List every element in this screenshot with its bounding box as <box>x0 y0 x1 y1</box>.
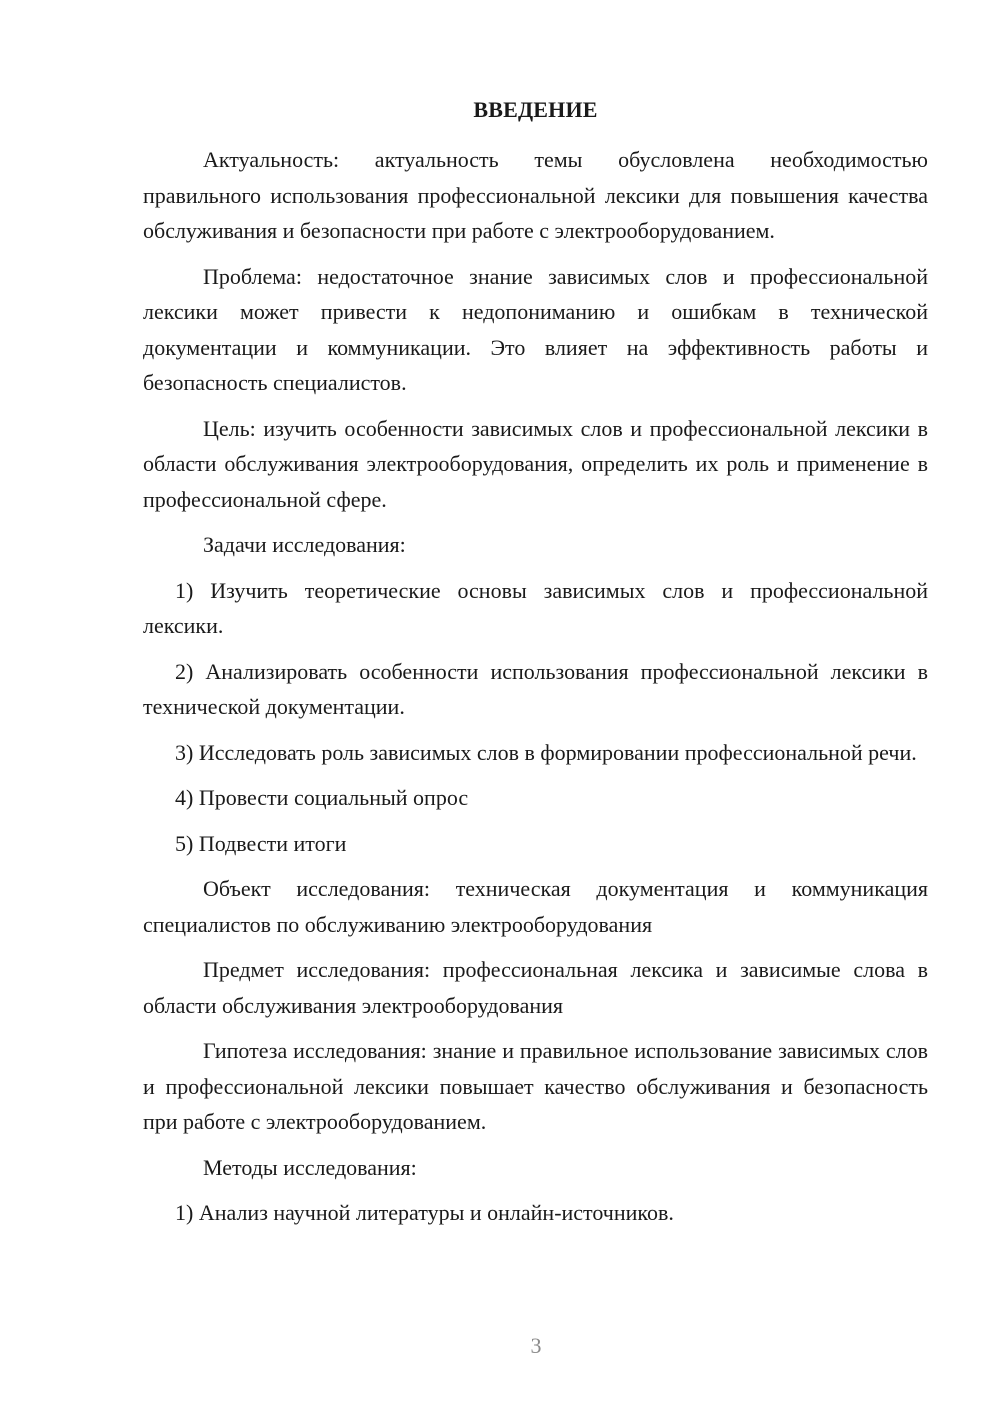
subject-paragraph: Предмет исследования: профессиональная лексика и зависимые слова в области обслуживания электрооборудования <box>143 957 928 1018</box>
method-item-1: 1) Анализ научной литературы и онлайн-источников. <box>175 1200 674 1225</box>
task-item-3: 3) Исследовать роль зависимых слов в формировании профессиональной речи. <box>175 739 917 765</box>
task-item-1: 1) Изучить теоретические основы зависимых слов и профессиональной лексики. <box>143 577 928 638</box>
page-title: ВВЕДЕНИЕ <box>473 97 598 122</box>
page-number: 3 <box>530 1333 542 1358</box>
task-item-4: 4) Провести социальный опрос <box>175 785 469 810</box>
task-item-2: 2) Анализировать особенности использования профессиональной лексики в технической документации. <box>143 658 928 719</box>
document-page <box>143 94 928 1241</box>
relevance-paragraph: Актуальность: актуальность темы обусловлена необходимостью правильного использования профессиональной лексики для повышения качества обслуживания и безопасности при работе с электрооборудованием. <box>143 147 928 243</box>
problem-paragraph: Проблема: недостаточное знание зависимых слов и профессиональной лексики может привести к недопониманию и ошибкам в технической документации и коммуникации. Это влияет на эффективность работы и безопасность специалистов. <box>143 263 928 395</box>
methods-heading: Методы исследования: <box>203 1154 417 1180</box>
goal-paragraph: Цель: изучить особенности зависимых слов и профессиональной лексики в области обслуживания электрооборудования, определить их роль и применение в профессиональной сфере. <box>143 415 928 512</box>
object-paragraph: Объект исследования: техническая документация и коммуникация специалистов по обслуживанию электрооборудования <box>143 876 928 937</box>
hypothesis-paragraph: Гипотеза исследования: знание и правильное использование зависимых слов и профессиональной лексики повышает качество обслуживания и безопасность при работе с электрооборудованием. <box>143 1038 928 1134</box>
task-item-5: 5) Подвести итоги <box>175 830 347 856</box>
tasks-heading: Задачи исследования: <box>203 532 406 557</box>
